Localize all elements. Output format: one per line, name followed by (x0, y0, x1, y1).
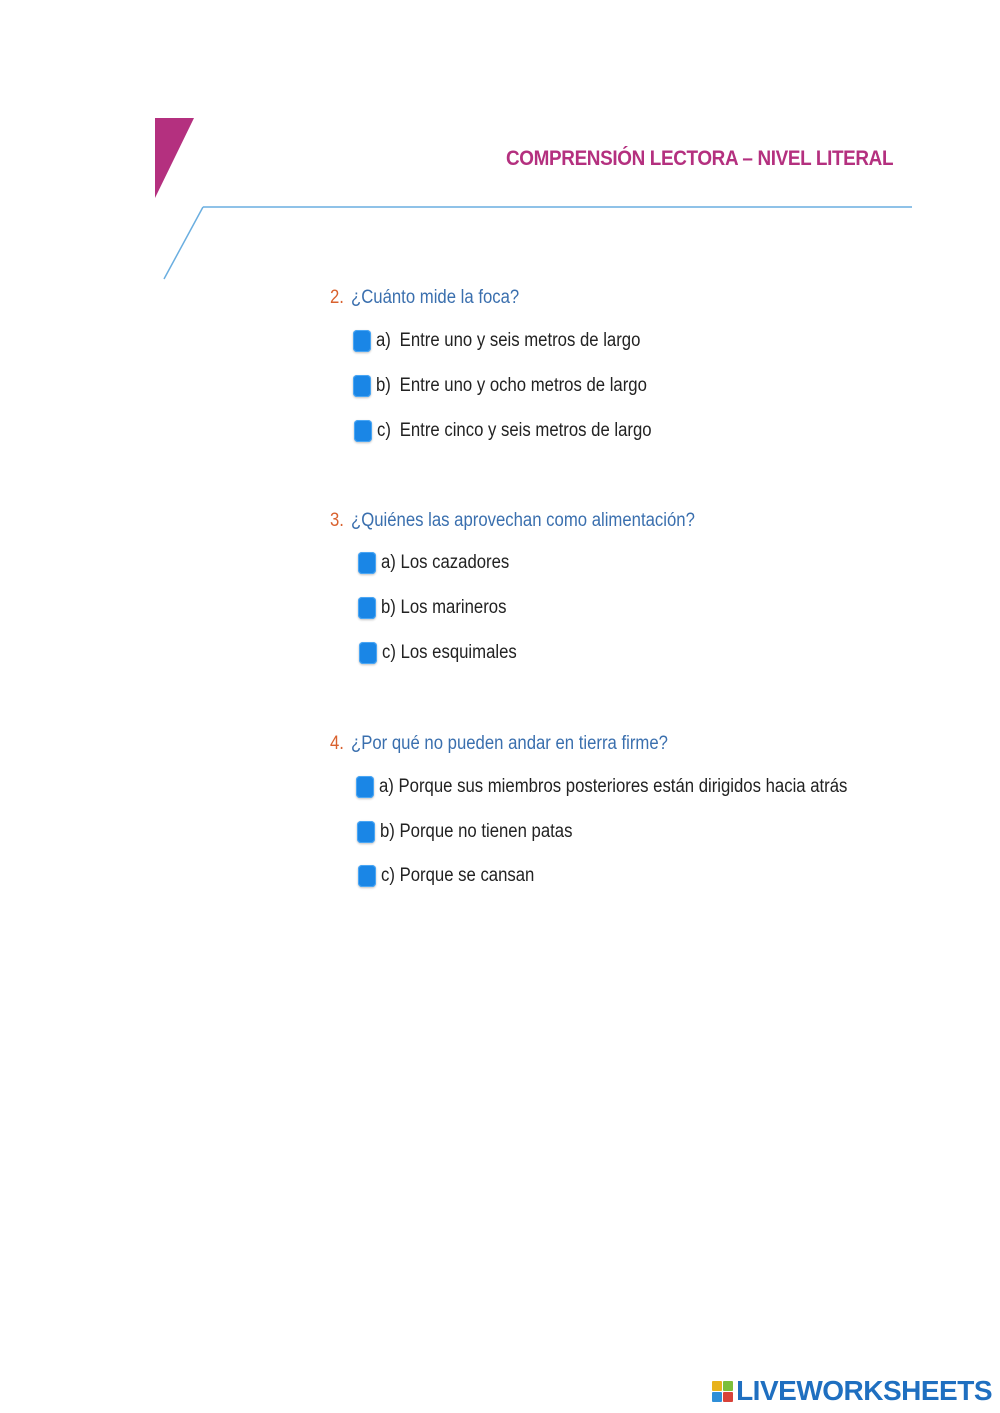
option-letter: c) (381, 865, 395, 886)
option-3b[interactable] (358, 597, 524, 619)
option-label: Porque no tienen patas (399, 821, 573, 842)
option-label: Entre uno y seis metros de largo (399, 330, 641, 351)
option-2a[interactable] (353, 330, 676, 352)
question-number: 2. (330, 287, 344, 308)
option-label: Porque sus miembros posteriores están dirigidos hacia atrás (398, 776, 848, 797)
answer-checkbox[interactable] (354, 420, 372, 442)
liveworksheets-logo-icon (712, 1381, 733, 1402)
question-3 (330, 510, 695, 532)
answer-checkbox[interactable] (353, 330, 371, 352)
option-label: Porque se cansan (399, 865, 535, 886)
option-label: Entre uno y ocho metros de largo (399, 375, 647, 396)
option-label: Entre cinco y seis metros de largo (399, 420, 652, 441)
question-text: ¿Por qué no pueden andar en tierra firme? (350, 733, 668, 754)
question-number: 4. (330, 733, 344, 754)
option-3a[interactable] (358, 552, 527, 574)
answer-checkbox[interactable] (353, 375, 371, 397)
answer-checkbox[interactable] (357, 821, 375, 843)
question-2 (330, 287, 519, 309)
option-2b[interactable] (353, 375, 684, 397)
answer-checkbox[interactable] (359, 642, 377, 664)
option-letter: a) (376, 330, 391, 351)
question-4 (330, 733, 668, 755)
option-4c[interactable] (358, 865, 555, 887)
answer-checkbox[interactable] (356, 776, 374, 798)
option-4b[interactable] (357, 821, 599, 843)
logo-text: LIVEWORKSHEETS (736, 1375, 992, 1406)
option-letter: b) (376, 375, 391, 396)
answer-checkbox[interactable] (358, 552, 376, 574)
option-letter: b) (381, 597, 396, 618)
question-text: ¿Quiénes las aprovechan como alimentación? (350, 510, 695, 531)
answer-checkbox[interactable] (358, 865, 376, 887)
option-3c[interactable] (359, 642, 535, 664)
option-label: Los marineros (400, 597, 507, 618)
magenta-corner-shape (155, 118, 194, 198)
page-title: COMPRENSIÓN LECTORA – NIVEL LITERAL (505, 147, 893, 170)
liveworksheets-logo[interactable] (712, 1375, 992, 1407)
option-letter: c) (377, 420, 391, 441)
option-letter: b) (380, 821, 395, 842)
question-text: ¿Cuánto mide la foca? (350, 287, 520, 308)
option-label: Los cazadores (400, 552, 510, 573)
option-2c[interactable] (354, 420, 689, 442)
option-letter: a) (381, 552, 396, 573)
option-letter: c) (382, 642, 396, 663)
answer-checkbox[interactable] (358, 597, 376, 619)
option-letter: a) (379, 776, 394, 797)
option-4a[interactable] (356, 776, 911, 798)
question-number: 3. (330, 510, 344, 531)
header-slant-line (164, 207, 203, 279)
option-label: Los esquimales (400, 642, 517, 663)
